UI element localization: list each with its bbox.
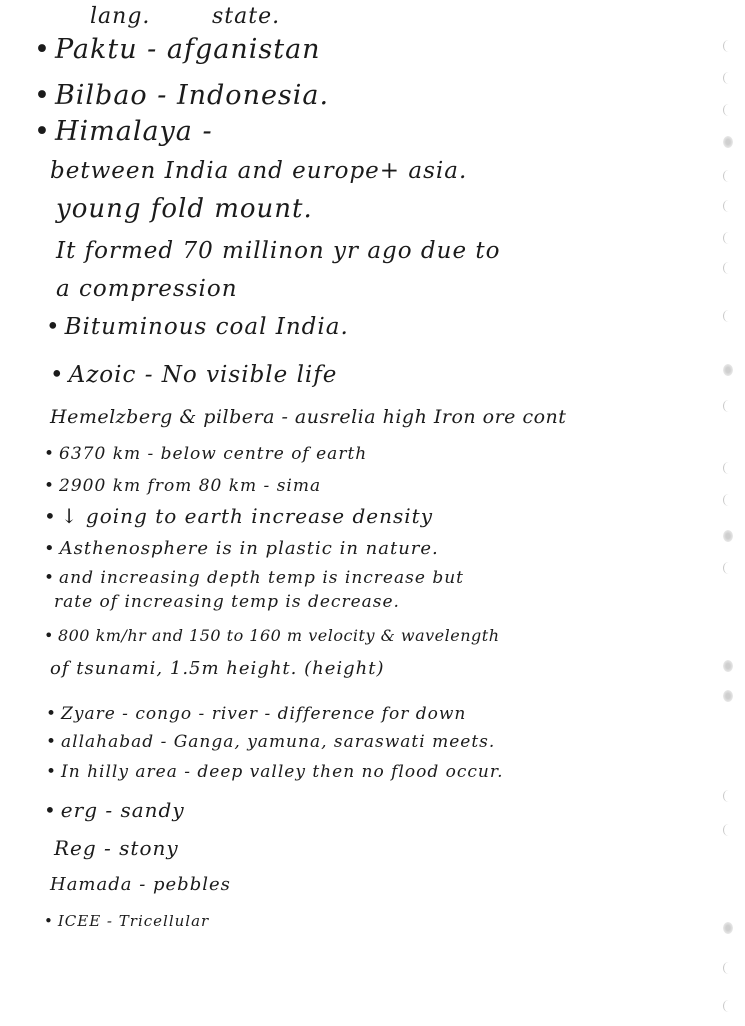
- note-line: [46, 764, 504, 781]
- note-line: [46, 660, 384, 678]
- note-line: [52, 278, 238, 301]
- note-text: Himalaya -: [54, 116, 213, 147]
- binder-hole-icon: [723, 790, 734, 802]
- note-line: [44, 446, 367, 463]
- bullet-mark: •: [44, 568, 56, 588]
- binder-hole-icon: [723, 690, 733, 702]
- binder-hole-icon: [723, 562, 734, 574]
- note-text: Bituminous coal India.: [64, 314, 349, 340]
- note-line: [46, 876, 231, 894]
- bullet-mark: •: [46, 762, 58, 782]
- note-line: [34, 36, 321, 63]
- bullet-mark: •: [44, 476, 56, 496]
- note-line: [44, 628, 500, 644]
- note-text: Hamada - pebbles: [50, 874, 231, 895]
- note-text: It formed 70 millinon yr ago due to: [56, 238, 501, 264]
- bullet-mark: •: [44, 798, 57, 822]
- binder-margin: [715, 0, 745, 1026]
- bullet-mark: •: [46, 704, 58, 724]
- binder-hole-icon: [723, 400, 734, 412]
- note-line: [50, 838, 179, 858]
- binder-hole-icon: [723, 462, 734, 474]
- note-line: [46, 160, 467, 183]
- note-text: of tsunami, 1.5m height. (height): [50, 658, 385, 679]
- note-text: Zyare - congo - river - difference for down: [61, 704, 467, 724]
- bullet-mark: •: [44, 504, 57, 528]
- note-text: young fold mount.: [56, 194, 313, 224]
- binder-hole-icon: [723, 364, 733, 376]
- note-text: ICEE - Tricellular: [57, 912, 210, 930]
- note-text: and increasing depth temp is increase but: [59, 568, 464, 588]
- bullet-mark: •: [34, 80, 51, 111]
- note-text: Azoic - No visible life: [68, 362, 338, 388]
- binder-hole-icon: [723, 72, 734, 84]
- binder-hole-icon: [723, 136, 733, 148]
- binder-hole-icon: [723, 824, 734, 836]
- note-text: a compression: [56, 276, 238, 302]
- binder-hole-icon: [723, 262, 734, 274]
- note-text: Paktu - afganistan: [54, 34, 321, 65]
- binder-hole-icon: [723, 1000, 734, 1012]
- note-line: [52, 240, 501, 263]
- bullet-mark: •: [44, 626, 54, 645]
- note-line: [34, 118, 213, 145]
- bullet-mark: •: [44, 912, 54, 930]
- binder-hole-icon: [723, 310, 734, 322]
- note-text: allahabad - Ganga, yamuna, saraswati meets.: [61, 732, 496, 752]
- binder-hole-icon: [723, 232, 734, 244]
- note-text: 6370 km - below centre of earth: [59, 444, 368, 464]
- binder-hole-icon: [723, 660, 733, 672]
- bullet-mark: •: [44, 444, 56, 464]
- note-text: 800 km/hr and 150 to 160 m velocity & wavelength: [57, 626, 500, 645]
- note-line: [46, 316, 349, 339]
- note-line: [46, 734, 495, 751]
- note-text: erg - sandy: [60, 798, 185, 822]
- note-text: Asthenosphere is in plastic in nature.: [59, 538, 439, 559]
- bullet-mark: •: [46, 732, 58, 752]
- binder-hole-icon: [723, 530, 733, 542]
- note-line: [44, 506, 433, 526]
- note-line: [50, 364, 337, 387]
- note-line: [34, 82, 329, 109]
- bullet-mark: •: [46, 314, 61, 340]
- note-text: Bilbao - Indonesia.: [54, 80, 330, 111]
- binder-hole-icon: [723, 104, 734, 116]
- note-text: Hemelzberg & pilbera - ausrelia high Iron ore cont: [50, 406, 567, 428]
- note-text: rate of increasing temp is decrease.: [54, 592, 400, 612]
- binder-hole-icon: [723, 40, 734, 52]
- binder-hole-icon: [723, 922, 733, 934]
- note-text: 2900 km from 80 km - sima: [59, 476, 322, 496]
- note-line: [44, 478, 321, 495]
- binder-hole-icon: [723, 494, 734, 506]
- bullet-mark: •: [44, 538, 56, 559]
- note-text: ↓ going to earth increase density: [60, 504, 433, 528]
- note-line: [50, 594, 400, 611]
- binder-hole-icon: [723, 200, 734, 212]
- binder-hole-icon: [723, 962, 734, 974]
- note-text: In hilly area - deep valley then no flood occur.: [61, 762, 504, 782]
- note-text: Reg - stony: [54, 836, 179, 860]
- note-line: [46, 706, 466, 723]
- note-line: [44, 800, 185, 820]
- note-line: [44, 914, 209, 929]
- header-lang-label: lang.: [90, 4, 151, 29]
- bullet-mark: •: [50, 362, 65, 388]
- note-line: [46, 408, 566, 427]
- bullet-mark: •: [34, 34, 51, 65]
- note-line: [44, 570, 464, 587]
- bullet-mark: •: [34, 116, 51, 147]
- note-text: between India and europe+ asia.: [50, 158, 468, 184]
- header-state-label: state.: [212, 4, 281, 29]
- note-line: [52, 196, 313, 222]
- binder-hole-icon: [723, 170, 734, 182]
- note-line: [44, 540, 439, 558]
